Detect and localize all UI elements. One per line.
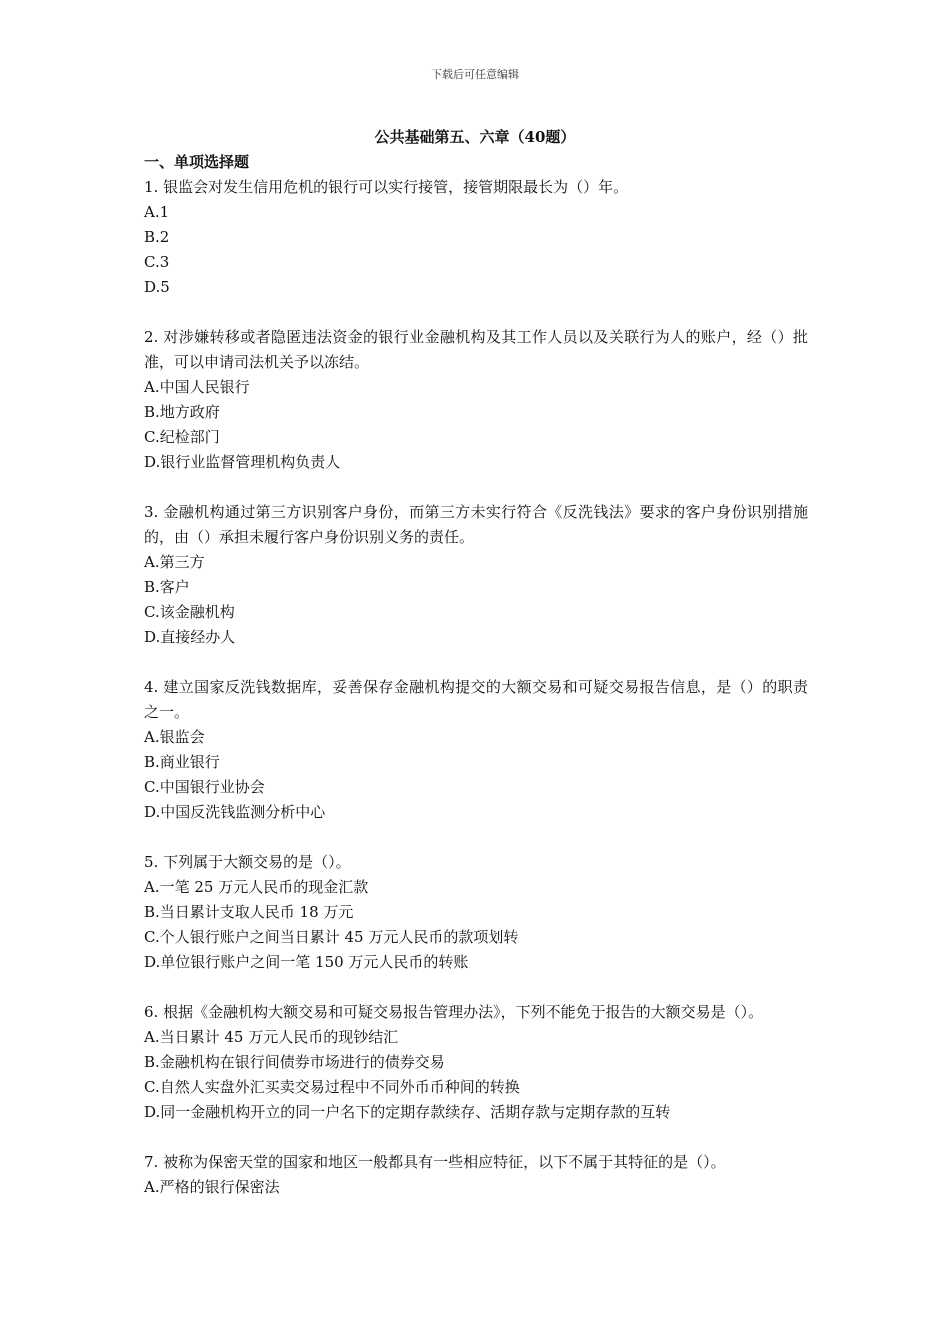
option-a: A.银监会: [144, 728, 205, 746]
question-6: [144, 1000, 808, 1125]
option-b: B.地方政府: [144, 403, 220, 421]
document-content: [144, 150, 808, 1225]
option-a: A.1: [144, 203, 170, 221]
option-b: B.客户: [144, 578, 190, 596]
question-5: [144, 850, 808, 975]
option-a: A.中国人民银行: [144, 378, 250, 396]
question-7: [144, 1150, 808, 1200]
question-stem: 2. 对涉嫌转移或者隐匿违法资金的银行业金融机构及其工作人员以及关联行为人的账户，经（）批准，可以申请司法机关予以冻结。: [144, 328, 808, 371]
option-c: C.自然人实盘外汇买卖交易过程中不同外币币种间的转换: [144, 1078, 520, 1096]
option-d: D.同一金融机构开立的同一户名下的定期存款续存、活期存款与定期存款的互转: [144, 1103, 671, 1121]
option-d: D.直接经办人: [144, 628, 236, 646]
question-stem: 3. 金融机构通过第三方识别客户身份，而第三方未实行符合《反洗钱法》要求的客户身份识别措施的，由（）承担未履行客户身份识别义务的责任。: [144, 503, 808, 546]
option-b: B.当日累计支取人民币 18 万元: [144, 903, 354, 921]
option-c: C.个人银行账户之间当日累计 45 万元人民币的款项划转: [144, 928, 519, 946]
question-3: [144, 500, 808, 650]
option-c: C.该金融机构: [144, 603, 235, 621]
option-d: D.银行业监督管理机构负责人: [144, 453, 341, 471]
question-1: [144, 175, 808, 300]
option-d: D.中国反洗钱监测分析中心: [144, 803, 326, 821]
option-a: A.一笔 25 万元人民币的现金汇款: [144, 878, 369, 896]
option-c: C.中国银行业协会: [144, 778, 265, 796]
header-note: 下载后可任意编辑: [431, 68, 519, 81]
question-stem: 1. 银监会对发生信用危机的银行可以实行接管，接管期限最长为（）年。: [144, 178, 629, 196]
option-d: D.单位银行账户之间一笔 150 万元人民币的转账: [144, 953, 469, 971]
section-heading: 一、单项选择题: [144, 153, 250, 171]
option-b: B.商业银行: [144, 753, 220, 771]
option-a: A.严格的银行保密法: [144, 1178, 280, 1196]
question-stem: 7. 被称为保密天堂的国家和地区一般都具有一些相应特征，以下不属于其特征的是（）。: [144, 1153, 726, 1171]
document-title: 公共基础第五、六章（40题）: [374, 128, 576, 146]
question-stem: 4. 建立国家反洗钱数据库，妥善保存金融机构提交的大额交易和可疑交易报告信息，是（）的职责之一。: [144, 678, 808, 721]
question-stem: 6. 根据《金融机构大额交易和可疑交易报告管理办法》，下列不能免于报告的大额交易是（）。: [144, 1003, 764, 1021]
question-2: [144, 325, 808, 475]
option-a: A.第三方: [144, 553, 205, 571]
question-4: [144, 675, 808, 825]
option-d: D.5: [144, 278, 170, 296]
option-b: B.金融机构在银行间债券市场进行的债券交易: [144, 1053, 445, 1071]
option-c: C.纪检部门: [144, 428, 220, 446]
option-a: A.当日累计 45 万元人民币的现钞结汇: [144, 1028, 399, 1046]
option-b: B.2: [144, 228, 170, 246]
option-c: C.3: [144, 253, 170, 271]
question-stem: 5. 下列属于大额交易的是（）。: [144, 853, 351, 871]
